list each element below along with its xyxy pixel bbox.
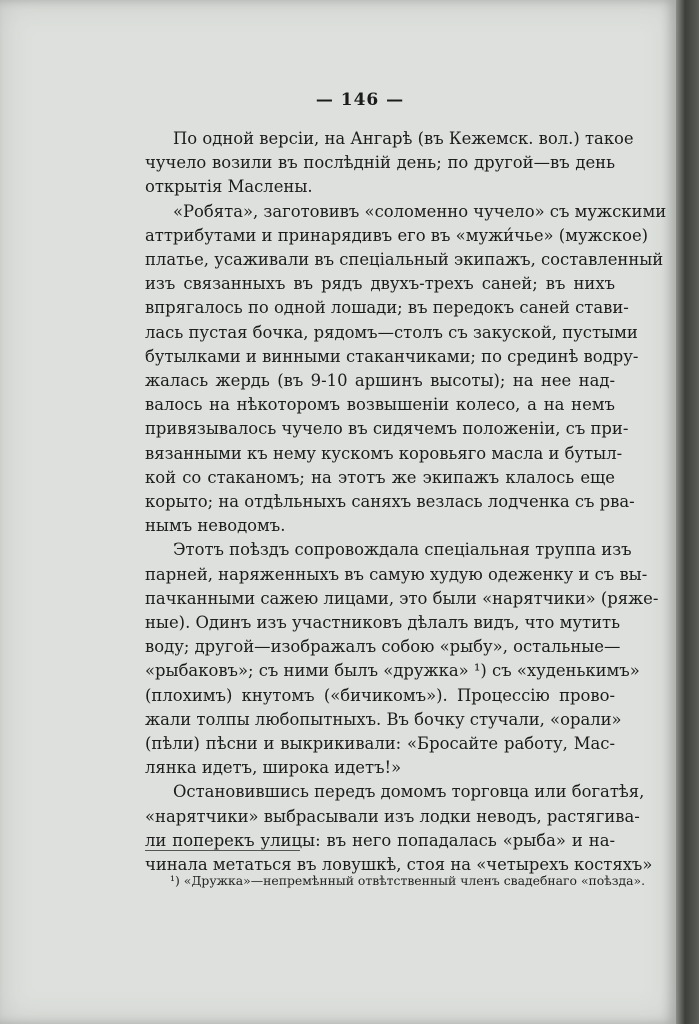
text-line: привязывалось чучело въ сидячемъ положеніи, съ при- — [145, 419, 629, 439]
text-line: валось на нѣкоторомъ возвышеніи колесо, а на немъ — [145, 395, 615, 415]
text-line: лянка идетъ, широка идетъ!» — [145, 758, 402, 778]
text-line: воду; другой—изображалъ собою «рыбу», остальные— — [145, 637, 621, 657]
text-line: лась пустая бочка, рядомъ—столъ съ закуской, пустыми — [145, 322, 638, 342]
text-line: платье, усаживали въ спеціальный экипажъ, составленный — [145, 250, 664, 270]
book-gutter — [676, 0, 699, 1024]
footnote: ¹) «Дружка»—непремѣнный отвѣтственный членъ свадебнаго «поѣзда». — [170, 873, 646, 888]
text-line: жали толпы любопытныхъ. Въ бочку стучали, «орали» — [145, 709, 622, 729]
text-line: парней, наряженныхъ въ самую худую одеженку и съ вы- — [145, 564, 648, 584]
text-line: корыто; на отдѣльныхъ саняхъ везлась лодченка съ рва- — [145, 492, 635, 512]
text-line: впрягалось по одной лошади; въ передокъ саней стави- — [145, 298, 629, 318]
text-line: жалась жердь (въ 9-10 аршинъ высоты); на нее над- — [145, 371, 615, 391]
body-text — [145, 127, 667, 877]
text-line: кой со стаканомъ; на этотъ же экипажъ клалось еще — [145, 467, 615, 487]
text-line: «рыбаковъ»; съ ними былъ «дружка» ¹) съ «худенькимъ» — [145, 661, 640, 681]
text-line: чинала метаться въ ловушкѣ, стоя на «четырехъ костяхъ» — [145, 855, 653, 875]
text-line: аттрибутами и принарядивъ его въ «мужи́чье» (мужское) — [145, 225, 649, 245]
text-line: изъ связанныхъ въ рядъ двухъ-трехъ саней; въ нихъ — [145, 274, 615, 294]
text-line: (пѣли) пѣсни и выкрикивали: «Бросайте работу, Мас- — [145, 734, 615, 754]
text-line: Остановившись передъ домомъ торговца или богатѣя, — [173, 782, 645, 802]
text-line: вязанными къ нему кускомъ коровьяго масла и бутыл- — [145, 443, 623, 463]
text-line: Этотъ поѣздъ сопровождала спеціальная труппа изъ — [173, 540, 632, 560]
text-line: По одной версіи, на Ангарѣ (въ Кежемск. вол.) такое — [173, 129, 634, 148]
text-line: (плохимъ) кнутомъ («бичикомъ»). Процессію прово- — [145, 685, 615, 705]
text-line: чучело возили въ послѣдній день; по другой—въ день — [145, 153, 615, 173]
text-line: ные). Одинъ изъ участниковъ дѣлалъ видъ, что мутить — [145, 613, 620, 633]
text-line: «нарятчики» выбрасывали изъ лодки неводъ, растягива- — [145, 806, 640, 826]
text-line: открытія Маслены. — [145, 177, 313, 197]
text-line: пачканными сажею лицами, это были «нарятчики» (ряже- — [145, 588, 659, 608]
text-line: ли поперекъ улицы: въ него попадалась «рыба» и на- — [145, 830, 615, 850]
text-line: «Робята», заготовивъ «соломенно чучело» съ мужскими — [173, 201, 667, 221]
footnote-divider — [145, 850, 300, 851]
page-number: — 146 — — [315, 90, 405, 110]
text-line: нымъ неводомъ. — [145, 516, 286, 536]
text-line: бутылками и винными стаканчиками; по срединѣ водру- — [145, 346, 639, 366]
